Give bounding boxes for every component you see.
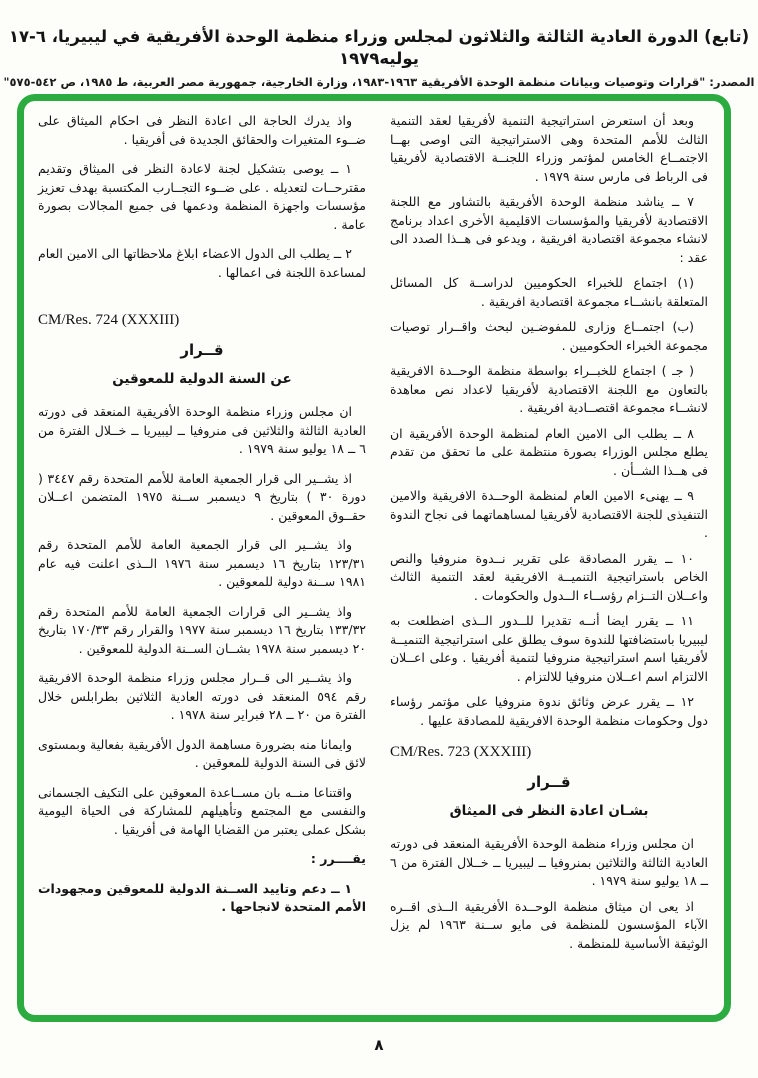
column-right — [390, 112, 708, 1007]
paragraph-op1-723: ١ ــ يوصى بتشكيل لجنة لاعادة النظر فى الميثاق وتقديم مقترحــات لتعديله . على ضــوء التجــارب المكتسبة بهدف تعزيز مؤسسات واجهزة المنظمة ودعمها فى جميع المجالات بصورة عامة . — [38, 161, 366, 232]
page-header — [0, 26, 758, 89]
paragraph-11: ١١ ــ يقرر ايضا أنــه تقديرا للــدور الــذى اضطلعت به ليبيريا باستضافتها للندوة سوف يطلق على استراتيجية التنميــة لأفريقيا اسم استراتيجية منروفيا لتنمية أفريقيا . وعلى اعــلان الالتزام اسم اعــلان منروفيا للالتزام . — [390, 613, 708, 684]
paragraph-faith-724: وايمانا منه بضرورة مساهمة الدول الأفريقية بفعالية وبمستوى لائق فى السنة الدولية للمعوقين . — [38, 736, 366, 770]
resolution-subject-724: عن السنة الدولية للمعوقين — [112, 371, 292, 387]
paragraph-op2-723: ٢ ــ يطلب الى الدول الاعضاء ابلاغ ملاحظاتها الى الامين العام لمساعدة اللجنة فى اعمالها . — [38, 246, 366, 280]
paragraph-9: ٩ ــ يهنىء الامين العام لمنظمة الوحــدة الافريقية والامين التنفيذى للجنة الاقتصادية لأفريقيا لمساهماتهما فى نجاح الندوة . — [390, 488, 708, 540]
paragraph-aware: واذ يدرك الحاجة الى اعادة النظر فى احكام الميثاق على ضــوء المتغيرات والحقائق الجديدة فى أفريقيا . — [38, 113, 366, 147]
paragraph-preamble-724: ان مجلس وزراء منظمة الوحدة الأفريقية المنعقد فى دورته العادية الثالثة والثلاثين فى منروفيا ــ ليبيريا ــ خــلال الفترة من ٦ ــ ١٨ يوليو سنة ١٩٧٩ . — [38, 404, 366, 456]
resolution-title-723: قــرار — [527, 773, 571, 791]
two-column-layout — [24, 101, 724, 1015]
paragraph-intro: وبعد أن استعرض استراتيجية التنمية لأفريقيا لعقد التنمية الثالث للأمم المتحدة وهى الاستراتيجية التى اوصى بهــا الاجتمــاع الخامس لمؤتمر وزراء اللجنــة الاقتصادية لأفريقيا فى الرباط فى مارس سنة ١٩٧٩ . — [390, 113, 708, 184]
page-number: ٨ — [374, 1036, 384, 1054]
paragraph-decision1-724: ١ ــ دعم وتاييد الســنة الدولية للمعوقين ومجهودات الأمم المتحدة لانجاحها . — [38, 880, 366, 914]
paragraph-recall4-724: واذ يشــير الى قــرار مجلس وزراء منظمة الوحدة الافريقية رقم ٥٩٤ المنعقد فى دورته العادية الثلاثين بطرابلس خلال الفترة من ٢٠ ــ ٢٨ فبراير سنة ١٩٧٨ . — [38, 670, 366, 722]
resolution-number-723: CM/Res. 723 (XXXIII) — [390, 744, 532, 760]
paragraph-recall3-724: واذ يشــير الى قرارات الجمعية العامة للأمم المتحدة رقم ١٣٣/٣٢ بتاريخ ١٦ ديسمبر سنة ١٩٧٧ والقرار رقم ١٧٠/٣٣ بتاريخ ٢٠ ديسمبر سنة ١٩٧٨ بشــان الســنة الدولية للمعوقين . — [38, 603, 366, 656]
decides-label-724: يقــــرر : — [310, 851, 366, 866]
paragraph-preamble-723: ان مجلس وزراء منظمة الوحدة الأفريقية المنعقد فى دورته العادية الثالثة والثلاثين بمنروفيا ــ ليبيريا ــ خــلال الفترة من ٦ ــ ١٨ يوليو سنة ١٩٧٩ . — [390, 836, 708, 888]
column-left — [38, 112, 366, 1007]
content-frame — [17, 94, 731, 1022]
resolution-subject-723: بشـان اعادة النظر فى الميثاق — [449, 803, 649, 819]
paragraph-7c: ( جـ ) اجتماع للخبــراء بواسطة منظمة الوحــدة الافريقية بالتعاون مع اللجنة الاقتصادية لأفريقيا لاعداد نص معاهدة لانشــاء مجموعة اقتصــادية افريقية . — [390, 363, 708, 415]
resolution-number-724: CM/Res. 724 (XXXIII) — [38, 312, 180, 328]
header-title: (تابع) الدورة العادية الثالثة والثلاثون لمجلس وزراء منظمة الوحدة الأفريقية في ليبيريا، ٦-١٧ يوليه١٩٧٩ — [8, 27, 750, 68]
paragraph-12: ١٢ ــ يقرر عرض وثائق ندوة منروفيا على مؤتمر رؤساء دول وحكومات منظمة الوحدة الافريقية للمصادقة عليها . — [390, 694, 708, 728]
paragraph-conviction-724: واقتناعا منــه بان مســاعدة المعوقين على التكيف الجسمانى والنفسى مع المجتمع وتأهيلهم للمشاركة فى الحياة اليومية بشكل عملى يعتبر من القضايا الهامة فى أفريقيا . — [38, 784, 366, 837]
header-source: المصدر: "قرارات وتوصيات وبيانات منظمة الوحدة الأفريقية ١٩٦٣-١٩٨٣، وزارة الخارجية، جمهورية مصر العربية، ط ١٩٨٥، ص ٥٤٢-٥٧٥" — [3, 75, 755, 89]
paragraph-7b: (ب) اجتمــاع وزارى للمفوضـين لبحث واقــرار توصيات مجموعة الخبراء الحكوميين . — [390, 319, 708, 353]
paragraph-recall2-724: واذ يشــير الى قرار الجمعية العامة للأمم المتحدة رقم ١٢٣/٣١ بتاريخ ١٦ ديسمبر سنة ١٩٧٦ الــذى اعلنت فيه عام ١٩٨١ ســنة دولية للمعوقين . — [38, 537, 366, 589]
paragraph-recall1-724: اذ يشــير الى قرار الجمعية العامة للأمم المتحدة رقم ٣٤٤٧ ( دورة ٣٠ ) بتاريخ ٩ ديسمبر ســنة ١٩٧٥ المتضمن اعــلان حقــوق المعوقين . — [38, 470, 366, 523]
paragraph-10: ١٠ ــ يقرر المصادقة على تقرير نــدوة منروفيا والنص الخاص باستراتيجية التنميــة الافريقية لعقد التنمية الثالث واعــلان التــزام رؤســاء الــدول والحكومات . — [390, 550, 708, 603]
paragraph-8: ٨ ــ يطلب الى الامين العام لمنظمة الوحدة الأفريقية ان يطلع مجلس الوزراء بصورة منتظمة على ما تحقق من تقدم فى هــذا الشــأن . — [390, 425, 708, 478]
paragraph-7: ٧ ــ يناشد منظمة الوحدة الأفريقية بالتشاور مع اللجنة الاقتصادية لأفريقيا والمؤسسات الاقليمية الأخرى اعداد برنامج لانشاء مجموعة اقتصادية افريقية ، ويدعو فى هــذا الصدد الى عقد : — [390, 194, 708, 265]
resolution-title-724: قــرار — [180, 341, 224, 359]
paragraph-7a: (١) اجتماع للخبراء الحكوميين لدراســة كل المسائل المتعلقة بانشــاء مجموعة اقتصادية افريقية . — [390, 275, 708, 309]
paragraph-recall-723: اذ يعى ان ميثاق منظمة الوحــدة الأفريقية الــذى اقــره الآباء المؤسسون للمنظمة فى مايو ســنة ١٩٦٣ لم يزل الوثيقة الأساسية للمنظمة . — [390, 898, 708, 951]
